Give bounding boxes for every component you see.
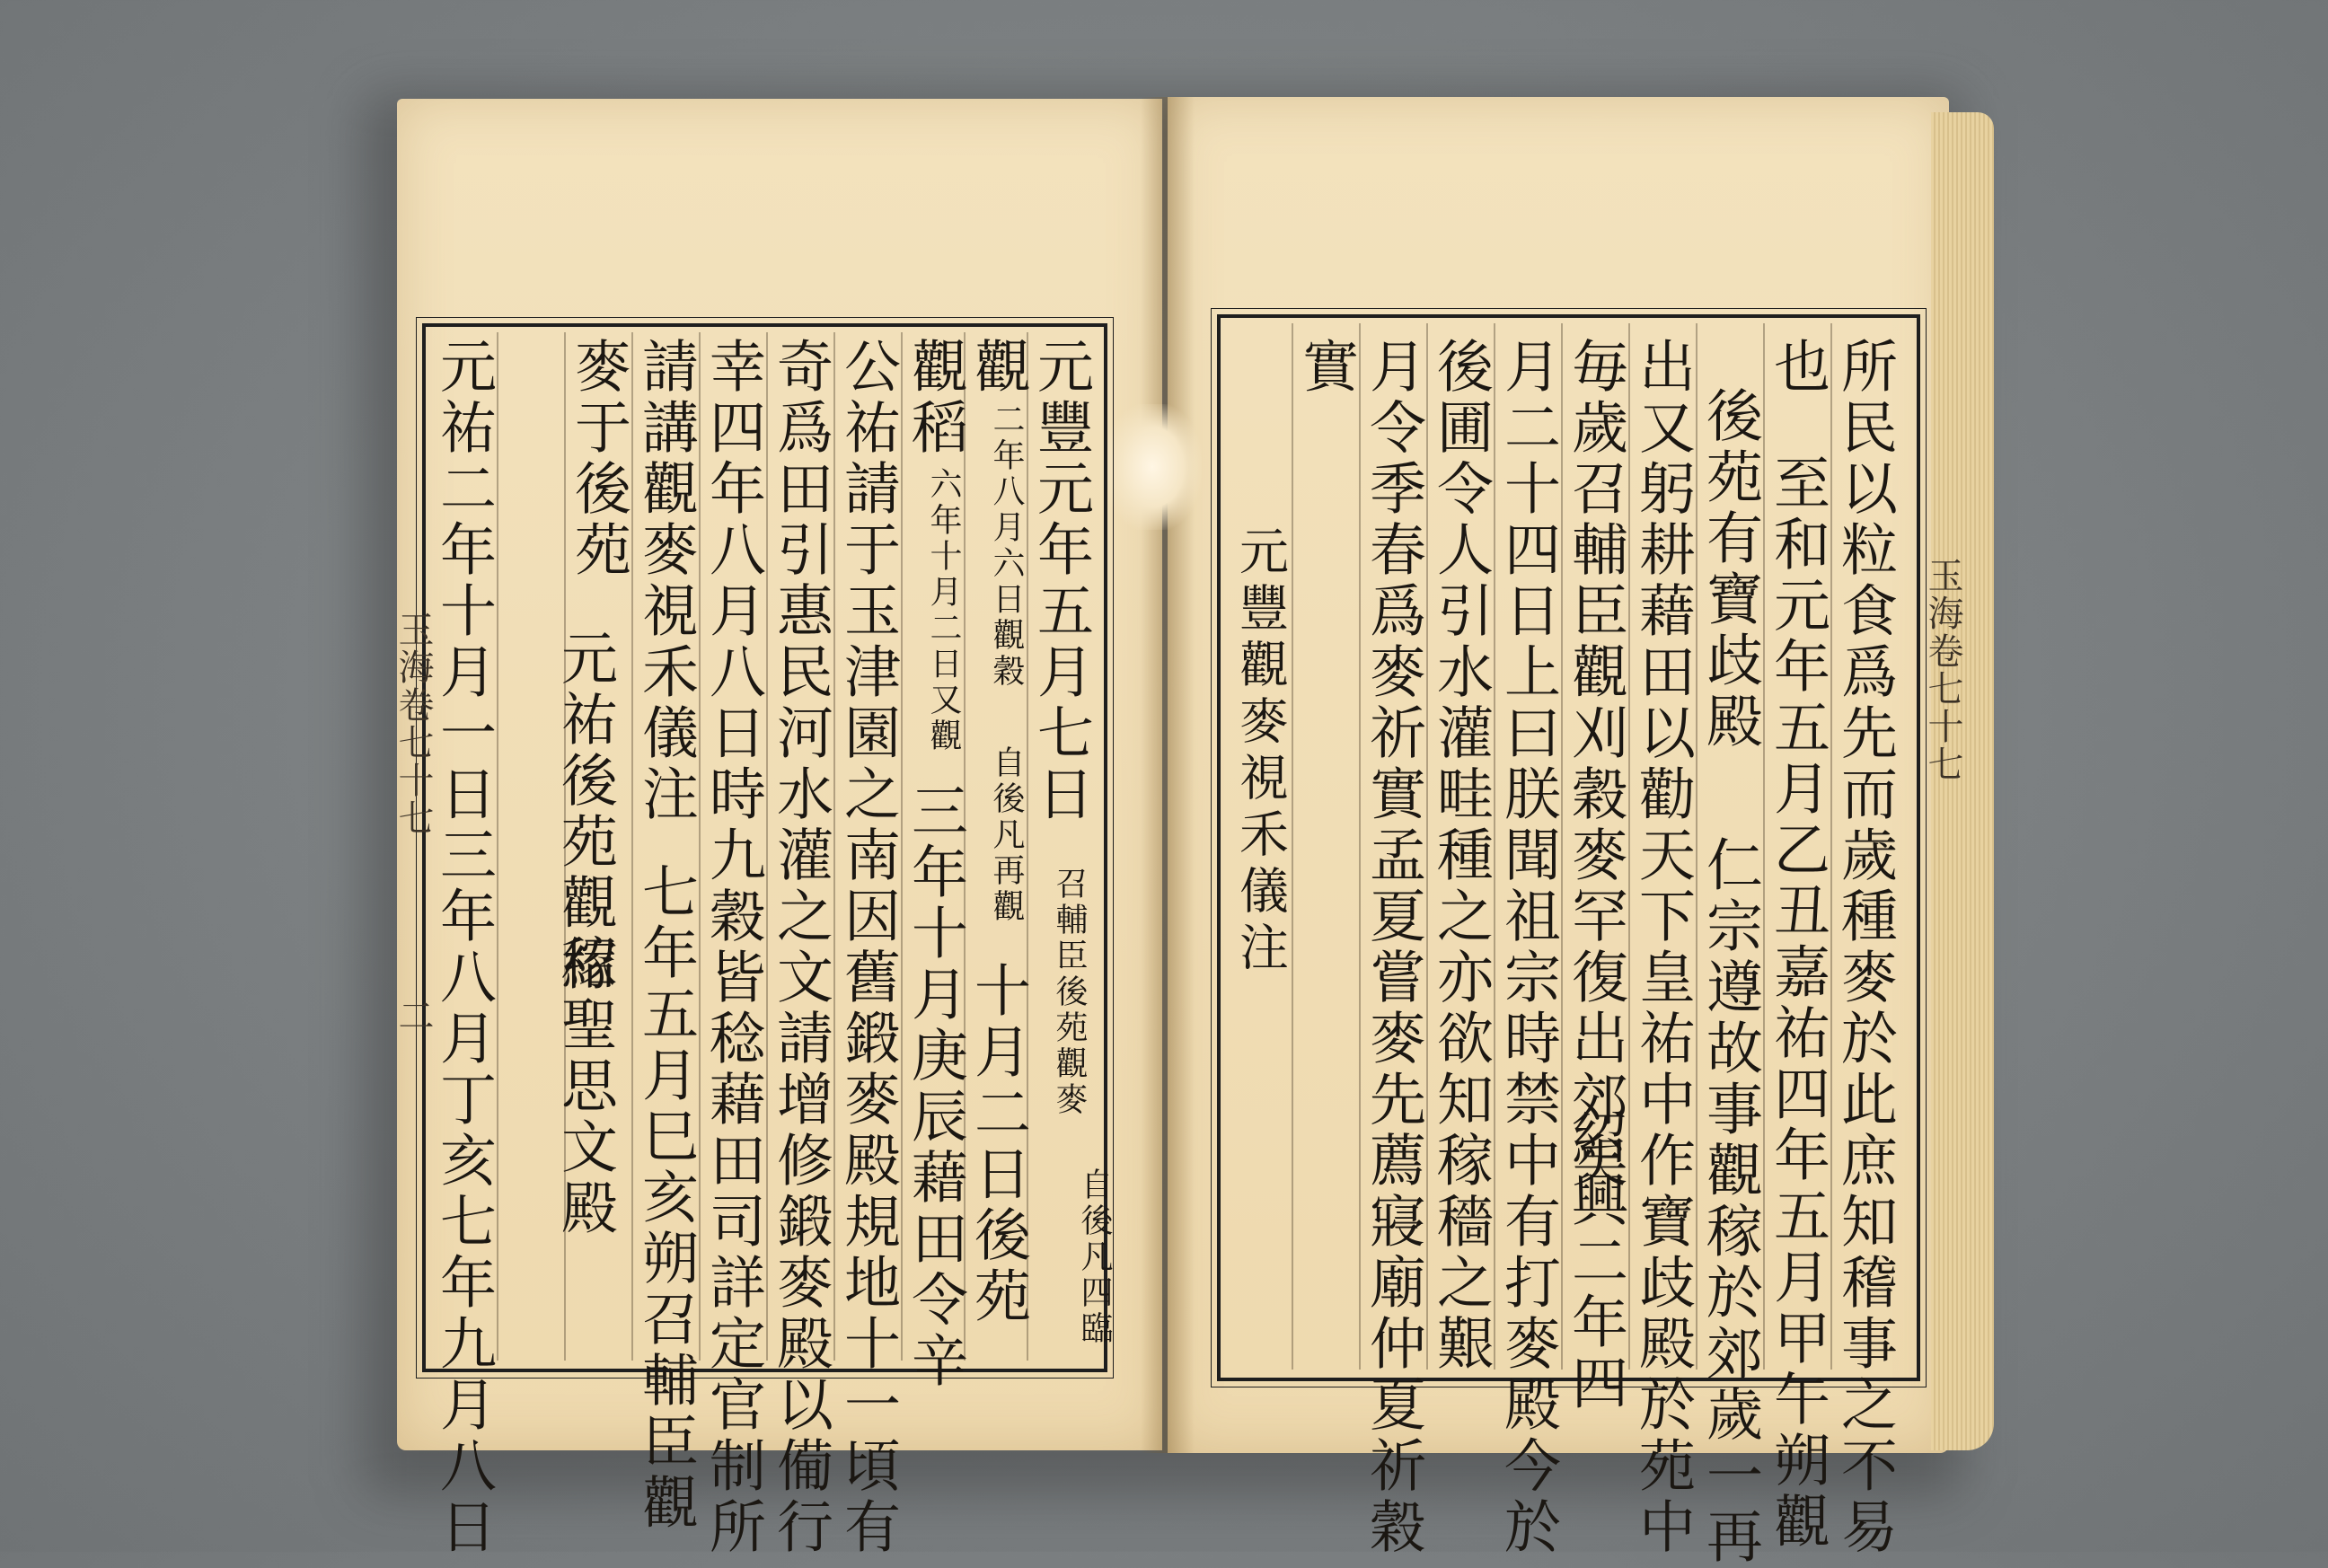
left-col-1-note-a: 召輔臣後苑觀麥 [1051,867,1088,1118]
column-rule [631,332,633,1361]
right-col-2-main-b: 至和元年五月乙丑嘉祐四年五月甲午朔觀 [1765,454,1830,1553]
right-col-1-main: 所民以粒食爲先而歲種麥於此庶知稽事之不易 [1832,337,1898,1558]
left-col-5-main: 奇爲田引惠民河水灌之文請增修鍛麥殿以僃行 [768,337,833,1558]
left-col-8-main: 麥于後苑 [566,337,631,581]
column-rule [1830,323,1832,1370]
left-col-7-main-b: 七年五月巳亥朔召輔臣觀 [633,862,699,1534]
column-rule [1494,323,1495,1370]
left-col-2-note-b: 自後凡再觀 [988,745,1025,925]
left-col-3-main: 觀稻 [903,337,968,459]
book-gutter [1141,97,1195,1453]
right-col-2-main: 也 [1765,337,1830,398]
column-rule [1763,323,1765,1370]
left-col-1-main: 元豐元年五月七日 [1028,337,1094,825]
column-rule [1696,323,1698,1370]
right-col-7-main: 後圃令人引水灌畦種之亦欲知稼穡之艱 [1428,337,1494,1375]
left-col-2-note-a: 二年八月六日觀穀 [988,402,1025,690]
column-rule [699,332,701,1361]
left-col-4-main: 公祐請于玉津園之南因舊鍛麥殿規地十一頃有 [835,337,901,1558]
left-col-2-main: 觀 [966,337,1031,398]
right-col-4-main: 出又躬耕藉田以勸天下皇祐中作寶歧殿於苑中 [1630,337,1696,1558]
left-col-3-main-b: 三年十月庚辰藉田令辛 [903,781,968,1392]
column-rule [1027,332,1028,1361]
left-page-margin-title: 玉海卷七十七 [392,611,434,837]
right-col-8-main: 月令季春爲麥祈實孟夏嘗麥先薦寢廟仲夏祈穀 [1361,337,1426,1558]
section-heading: 元豐觀麥視禾儀注 [1231,525,1289,978]
column-rule [1359,323,1361,1370]
right-page-margin-title: 玉海卷七十七 [1922,557,1963,783]
left-col-6-main: 幸四年八月八日時九穀皆稔藉田司詳定官制所 [701,337,766,1558]
column-rule [1628,323,1630,1370]
paper-damage [1103,404,1202,530]
left-col-7-main: 請講觀麥視禾儀注 [633,337,699,825]
right-col-3-main: 後苑有寶歧殿 [1698,386,1763,753]
column-rule [901,332,903,1361]
column-rule [964,332,966,1361]
right-col-9-main: 實 [1293,337,1359,398]
column-rule [766,332,768,1361]
right-col-6-main: 月二十四日上曰朕聞祖宗時禁中有打麥殿今於 [1495,337,1561,1558]
column-rule [833,332,835,1361]
column-rule [497,332,498,1361]
left-col-1-note-b: 自後凡四臨 [1076,1167,1113,1347]
left-col-8-main-c: 紹聖思文殿 [552,934,618,1239]
left-col-8-main-b: 元祐後苑觀稼 [552,629,618,995]
left-col-2-main-b: 十月二日後苑 [966,961,1031,1327]
column-rule [1292,323,1293,1370]
column-rule [564,332,566,1361]
right-col-3-main-b: 仁宗遵故事觀稼於郊歲一再 [1698,835,1763,1568]
right-col-5-main: 毎歲召輔臣觀刈穀麥罕復出郊矣 [1563,337,1628,1192]
left-page-margin-number: 二 [392,997,434,1035]
column-rule [1561,323,1563,1370]
right-col-5-main-b: 紹興二年四 [1563,1109,1628,1414]
left-col-3-note: 六年十月二日又觀 [925,467,962,754]
column-rule [1426,323,1428,1370]
left-col-9-main: 元祐二年十月一日三年八月丁亥七年九月八日 [431,337,497,1558]
